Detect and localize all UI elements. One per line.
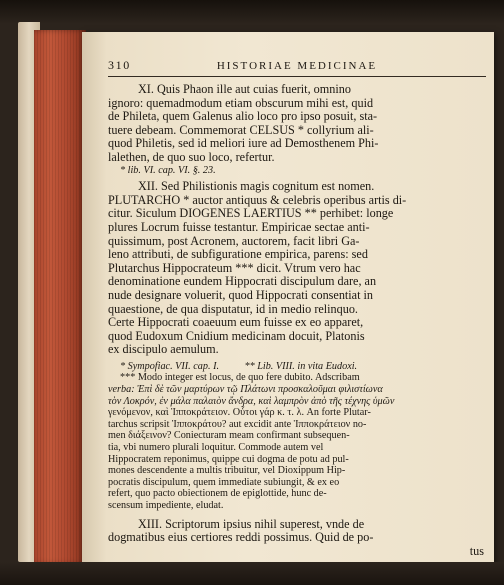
bottom-shadow: [0, 562, 504, 585]
text-line: tuere debeam. Commemorat CELSUS * collyrium ali-: [108, 122, 374, 137]
footnote: γενόμενον, καὶ Ἱπποκράτειον. Οὗτοι γάρ κ. τ. λ. An forte Plutar-: [108, 407, 371, 419]
text-line: XII. Sed Philistionis magis cognitum est nomen.: [138, 179, 375, 194]
section-xii: [108, 180, 486, 357]
page-content: [108, 58, 486, 558]
text-line: nude designare voluerit, quod Hippocrati consentiat in: [108, 287, 374, 302]
footnote: tia, vbi numero plurali loquitur. Commode autem vel: [108, 442, 324, 454]
text-line: leno attributi, de subfiguratione empirica, parens: sed: [108, 247, 368, 262]
text-line: lalethen, de quo suo loco, refertur.: [108, 149, 275, 164]
text-line: quaestione, de qua disputatur, id in medio relinquo.: [108, 301, 358, 316]
text-line: XIII. Scriptorum ipsius nihil superest, vnde de: [138, 516, 365, 531]
running-title: HISTORIAE MEDICINAE: [216, 60, 378, 72]
text-line: quissimum, post Acronem, auctorem, facit libri Ga-: [108, 233, 360, 248]
text-line: de Phileta, quem Galenus alio loco pro ipso posuit, sta-: [108, 109, 378, 124]
text-line: citur. Siculum DIOGENES LAERTIUS ** perhibet: longe: [108, 206, 394, 221]
footnote: refert, quo pacto obiectionem de epiglottide, hunc de-: [108, 488, 327, 500]
book-page: [82, 32, 494, 568]
text-line: Certe Hippocrati coaeuum eum fuisse ex eo apparet,: [108, 315, 364, 330]
footnote: men διάξεινον? Coniecturam meam confirmant subsequen-: [108, 430, 350, 442]
footnote: Hippocratem reponimus, quippe cui dogma de potu ad pul-: [108, 453, 349, 465]
text-line: PLUTARCHO * auctor antiquus & celebris operibus artis di-: [108, 192, 407, 207]
text-line: plures Locrum fuisse testantur. Empiricae sectae anti-: [108, 219, 370, 234]
book-fore-edge: [34, 30, 86, 564]
running-header: [108, 58, 486, 77]
footnote: τὸν Λοκρόν, ἐν μάλα παλαιὸν ἄνδρα, καὶ λαμπρὸν ἀπὸ τῆς τέχνης ὑμῶν: [108, 395, 395, 407]
section-xi: [108, 83, 486, 176]
text-line: XI. Quis Phaon ille aut cuias fuerit, omnino: [138, 82, 351, 96]
text-line: Plutarchus Hippocrateum *** dicit. Vtrum vero hac: [108, 260, 361, 275]
text-line: ignoro: quemadmodum etiam obscurum mihi est, quid: [108, 95, 374, 110]
catchword: tus: [469, 543, 484, 558]
footnote: tarchus scripsit Ἱπποκράτου? aut excidit ante Ἱπποκράτειον no-: [108, 418, 367, 430]
footnote: mones descendente a multis tribuitur, vel Dioxippum Hip-: [108, 465, 346, 477]
footnote: pocratis discipulum, quem immediate subiungit, & ex eo: [108, 476, 340, 488]
footnote: scensum impediente, eludat.: [108, 500, 224, 511]
text-line: ex discipulo aemulum.: [108, 342, 219, 357]
footnote: verba: Ἐπὶ δὲ τῶν μαρτύρων τῷ Πλάτωνι προσκαλοῦμαι φιλιστίωνα: [108, 384, 383, 396]
text-line: dogmatibus eius certiores reddi possimus. Quid de po-: [108, 530, 374, 545]
top-shadow: [0, 0, 504, 24]
text-line: quod Eudoxum Cnidium medicinam docuit, Platonis: [108, 328, 365, 343]
footnote: * Sympofiac. VII. cap. I. ** Lib. VIII. in vita Eudoxi.: [120, 360, 358, 372]
page-number: 310: [108, 58, 131, 72]
footnote: * lib. VI. cap. VI. §. 23.: [120, 164, 216, 176]
section-xiii: [108, 518, 486, 559]
text-line: denominatione eundem Hippocrati discipulum dare, an: [108, 274, 377, 289]
text-line: quod Philetis, sed id meliori iure ad Demosthenem Phi-: [108, 136, 379, 151]
footnotes-xii: [108, 361, 486, 512]
footnote: *** Modo integer est locus, de quo fere dubito. Adscribam: [120, 372, 360, 384]
